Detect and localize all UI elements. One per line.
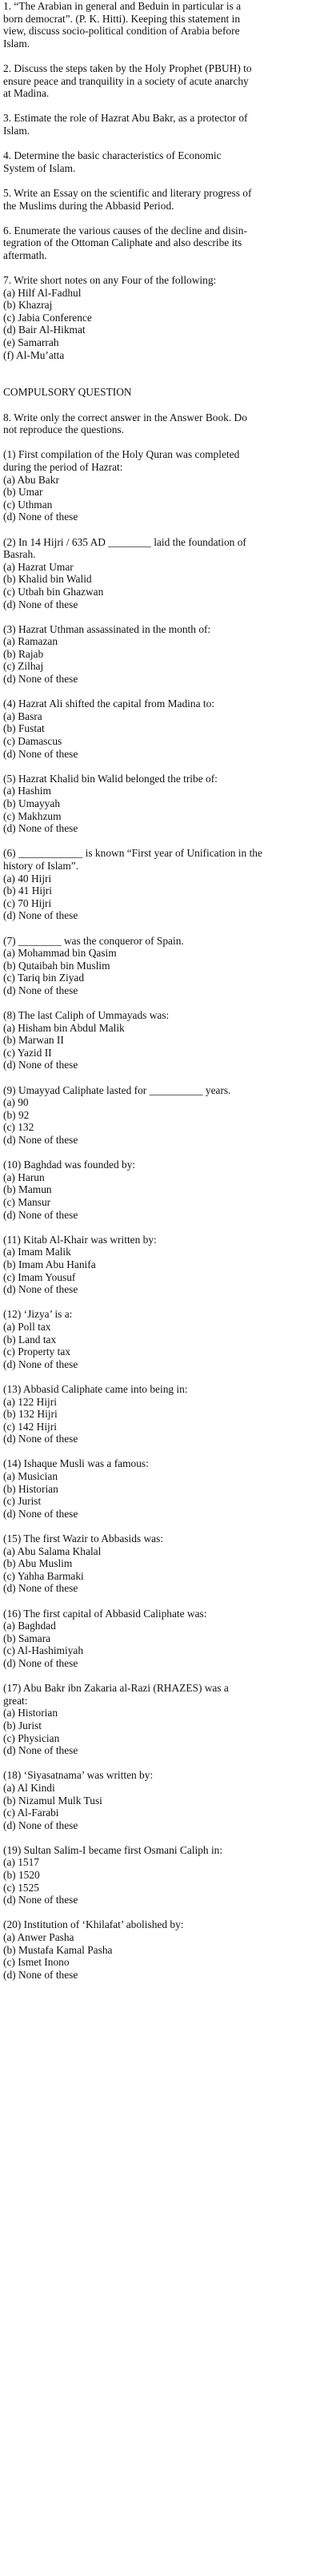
mcq-option: (b) Nizamul Mulk Tusi xyxy=(3,1794,102,1807)
mcq-item xyxy=(3,1608,317,1670)
mcq-option: (c) Al-Hashimiyah xyxy=(3,1644,84,1657)
mcq-question: (3) Hazrat Uthman assassinated in the month of: xyxy=(3,622,211,635)
mcq-option: (a) Abu Bakr xyxy=(3,473,59,486)
mcq-option: (d) None of these xyxy=(3,909,78,922)
mcq-question: (14) Ishaque Musli was a famous: xyxy=(3,1457,149,1470)
compulsory-instruction: 8. Write only the correct answer in the Answer Book. Do not reproduce the questions. xyxy=(3,411,247,436)
mcq-option: (a) Hazrat Umar xyxy=(3,560,74,573)
spacer xyxy=(3,1831,317,1844)
mcq-option: (c) Utbah bin Ghazwan xyxy=(3,585,104,598)
mcq-option: (d) None of these xyxy=(3,1433,78,1445)
mcq-option: (a) 40 Hijri xyxy=(3,872,52,885)
mcq-option: (b) Mamun xyxy=(3,1183,52,1196)
mcq-option: (b) Imam Abu Hanifa xyxy=(3,1258,96,1270)
mcq-list xyxy=(3,448,317,1981)
essay-question-2: 2. Discuss the steps taken by the Holy Prophet (PBUH) to ensure peace and tranquility in a society of acute anarchy at Madina. xyxy=(3,62,252,100)
spacer xyxy=(3,1071,317,1084)
mcq-option: (a) 1517 xyxy=(3,1856,39,1869)
mcq-item xyxy=(3,536,317,611)
mcq-option: (c) 132 xyxy=(3,1121,34,1134)
mcq-option: (c) Imam Yousuf xyxy=(3,1270,76,1283)
mcq-option: (c) 70 Hijri xyxy=(3,896,52,909)
spacer xyxy=(3,1906,317,1919)
mcq-option: (a) Baghdad xyxy=(3,1620,56,1632)
mcq-option: (a) 122 Hijri xyxy=(3,1395,57,1408)
mcq-question: (6) ____________ is known “First year of Unification in the history of Islam”. xyxy=(3,847,262,872)
mcq-option: (a) Historian xyxy=(3,1707,58,1719)
mcq-option: (b) Khalid bin Walid xyxy=(3,573,92,586)
mcq-option: (b) Marwan II xyxy=(3,1034,64,1047)
mcq-option: (d) None of these xyxy=(3,1208,78,1221)
mcq-question: (5) Hazrat Khalid bin Walid belonged the tribe of: xyxy=(3,772,218,785)
mcq-option: (a) Basra xyxy=(3,710,42,722)
mcq-option: (c) Ismet Inono xyxy=(3,1956,70,1969)
mcq-option: (b) 41 Hijri xyxy=(3,885,52,897)
spacer xyxy=(3,610,317,623)
mcq-option: (b) 132 Hijri xyxy=(3,1408,58,1421)
mcq-option: (d) None of these xyxy=(3,1059,78,1071)
spacer xyxy=(3,686,317,698)
mcq-option: (d) None of these xyxy=(3,598,78,610)
mcq-option: (a) Imam Malik xyxy=(3,1246,71,1258)
mcq-question: (15) The first Wazir to Abbasids was: xyxy=(3,1532,163,1545)
mcq-option: (d) None of these xyxy=(3,984,78,996)
mcq-option: (c) Uthman xyxy=(3,498,53,511)
mcq-item xyxy=(3,1084,317,1147)
mcq-option: (d) None of these xyxy=(3,1358,78,1370)
spacer xyxy=(3,1296,317,1309)
mcq-option: (c) Makhzum xyxy=(3,809,62,822)
mcq-item xyxy=(3,1234,317,1296)
mcq-option: (b) Umayyah xyxy=(3,797,61,809)
mcq-option: (a) Poll tax xyxy=(3,1320,51,1333)
mcq-option: (c) Zilhaj xyxy=(3,660,44,673)
mcq-item xyxy=(3,1383,317,1445)
spacer xyxy=(3,1370,317,1383)
essay-question-1: 1. “The Arabian in general and Beduin in particular is a born democrat”. (P. K. Hitti). Keeping this statement in view, discuss socio-political condition of Arabia before Islam. xyxy=(3,0,242,50)
essay-question-7: 7. Write short notes on any Four of the following: (a) Hilf Al-Fadhul (b) Khazraj (c) Jabia Conference (d) Bair Al-Hikmat (e) Samarrah (f) Al-Mu’atta xyxy=(3,274,217,361)
mcq-option: (c) 1525 xyxy=(3,1881,39,1894)
mcq-option: (a) Abu Salama Khalal xyxy=(3,1544,102,1557)
mcq-option: (b) Rajab xyxy=(3,647,44,660)
mcq-option: (b) Mustafa Kamal Pasha xyxy=(3,1943,113,1956)
spacer xyxy=(3,1445,317,1458)
mcq-question: (16) The first capital of Abbasid Caliphate was: xyxy=(3,1607,207,1620)
mcq-option: (c) Damascus xyxy=(3,735,62,748)
mcq-option: (d) None of these xyxy=(3,822,78,835)
mcq-option: (a) Hashim xyxy=(3,785,51,797)
mcq-question: (9) Umayyad Caliphate lasted for __________ years. xyxy=(3,1083,231,1096)
spacer xyxy=(3,1595,317,1608)
spacer xyxy=(3,760,317,773)
compulsory-heading: COMPULSORY QUESTION xyxy=(3,386,132,399)
essay-question-5: 5. Write an Essay on the scientific and literary progress of the Muslims during the Abbasid Period. xyxy=(3,186,252,212)
spacer xyxy=(3,922,317,935)
mcq-option: (c) Tariq bin Ziyad xyxy=(3,972,85,984)
spacer xyxy=(3,1670,317,1683)
mcq-option: (d) None of these xyxy=(3,1507,78,1520)
mcq-item xyxy=(3,1918,317,1981)
mcq-option: (c) Physician xyxy=(3,1731,60,1744)
mcq-option: (a) Mohammad bin Qasim xyxy=(3,947,117,960)
mcq-option: (a) Hisham bin Abdul Malik xyxy=(3,1021,125,1034)
spacer xyxy=(3,835,317,848)
mcq-question: (12) ‘Jizya’ is a: xyxy=(3,1308,73,1321)
mcq-option: (b) Umar xyxy=(3,486,43,499)
mcq-question: (13) Abbasid Caliphate came into being in: xyxy=(3,1382,188,1395)
mcq-question: (20) Institution of ‘Khilafat’ abolished by: xyxy=(3,1918,184,1931)
mcq-option: (c) Property tax xyxy=(3,1346,71,1358)
mcq-option: (d) None of these xyxy=(3,1582,78,1595)
mcq-option: (d) None of these xyxy=(3,1134,78,1147)
mcq-question: (18) ‘Siyasatnama’ was written by: xyxy=(3,1769,154,1782)
mcq-option: (c) Yazid II xyxy=(3,1046,52,1059)
mcq-item xyxy=(3,847,317,922)
mcq-option: (a) Harun xyxy=(3,1171,45,1183)
mcq-question: (19) Sultan Salim-I became first Osmani Caliph in: xyxy=(3,1843,223,1856)
mcq-option: (c) Mansur xyxy=(3,1196,51,1208)
mcq-item xyxy=(3,448,317,523)
mcq-item xyxy=(3,773,317,835)
mcq-item xyxy=(3,1009,317,1071)
mcq-question: (1) First compilation of the Holy Quran was completed during the period of Hazrat: xyxy=(3,448,240,473)
spacer xyxy=(3,997,317,1010)
mcq-option: (b) Fustat xyxy=(3,722,45,735)
mcq-question: (17) Abu Bakr ibn Zakaria al-Razi (RHAZES) was a great: xyxy=(3,1682,229,1707)
essay-question-3: 3. Estimate the role of Hazrat Abu Bakr, as a protector of Islam. xyxy=(3,112,248,137)
mcq-option: (c) Yahha Barmaki xyxy=(3,1569,84,1582)
mcq-option: (b) Jurist xyxy=(3,1719,42,1731)
spacer xyxy=(3,1221,317,1234)
essay-question-4: 4. Determine the basic characteristics of Economic System of Islam. xyxy=(3,149,222,174)
mcq-question: (7) ________ was the conqueror of Spain. xyxy=(3,934,184,947)
mcq-option: (d) None of these xyxy=(3,1283,78,1296)
mcq-item xyxy=(3,623,317,686)
mcq-item xyxy=(3,1308,317,1370)
spacer xyxy=(3,523,317,536)
mcq-option: (c) 142 Hijri xyxy=(3,1420,57,1433)
mcq-option: (d) None of these xyxy=(3,1968,78,1981)
mcq-option: (a) 90 xyxy=(3,1096,29,1109)
mcq-option: (d) None of these xyxy=(3,1894,78,1906)
mcq-option: (c) Jurist xyxy=(3,1495,42,1508)
mcq-option: (a) Anwer Pasha xyxy=(3,1931,74,1944)
mcq-item xyxy=(3,1769,317,1831)
mcq-question: (2) In 14 Hijri / 635 AD ________ laid the foundation of Basrah. xyxy=(3,535,246,561)
spacer xyxy=(3,1147,317,1159)
mcq-option: (d) None of these xyxy=(3,511,78,523)
mcq-option: (a) Musician xyxy=(3,1470,58,1483)
mcq-question: (8) The last Caliph of Ummayads was: xyxy=(3,1009,170,1022)
mcq-question: (10) Baghdad was founded by: xyxy=(3,1159,136,1171)
mcq-item xyxy=(3,1457,317,1520)
mcq-option: (b) 92 xyxy=(3,1108,30,1121)
mcq-option: (a) Al Kindi xyxy=(3,1781,55,1794)
mcq-option: (d) None of these xyxy=(3,1744,78,1757)
mcq-item xyxy=(3,1844,317,1906)
mcq-item xyxy=(3,1159,317,1221)
mcq-question: (4) Hazrat Ali shifted the capital from Madina to: xyxy=(3,698,215,710)
mcq-option: (d) None of these xyxy=(3,673,78,686)
mcq-item xyxy=(3,1532,317,1595)
mcq-option: (b) 1520 xyxy=(3,1869,40,1882)
mcq-option: (d) None of these xyxy=(3,747,78,760)
spacer xyxy=(3,1757,317,1770)
mcq-option: (c) Al-Farabi xyxy=(3,1807,59,1819)
mcq-item xyxy=(3,935,317,997)
mcq-option: (b) Samara xyxy=(3,1632,51,1644)
mcq-question: (11) Kitab Al-Khair was written by: xyxy=(3,1233,157,1246)
mcq-option: (b) Land tax xyxy=(3,1333,57,1346)
mcq-option: (d) None of these xyxy=(3,1819,78,1831)
mcq-option: (b) Historian xyxy=(3,1482,58,1495)
mcq-option: (b) Qutaibah bin Muslim xyxy=(3,959,110,972)
spacer xyxy=(3,1520,317,1532)
essay-question-6: 6. Enumerate the various causes of the decline and disin- tegration of the Ottoman Caliphate and also describe its aftermath. xyxy=(3,224,247,261)
mcq-option: (a) Ramazan xyxy=(3,635,58,648)
mcq-item xyxy=(3,698,317,760)
mcq-item xyxy=(3,1682,317,1757)
mcq-option: (d) None of these xyxy=(3,1656,78,1669)
mcq-option: (b) Abu Muslim xyxy=(3,1557,73,1570)
